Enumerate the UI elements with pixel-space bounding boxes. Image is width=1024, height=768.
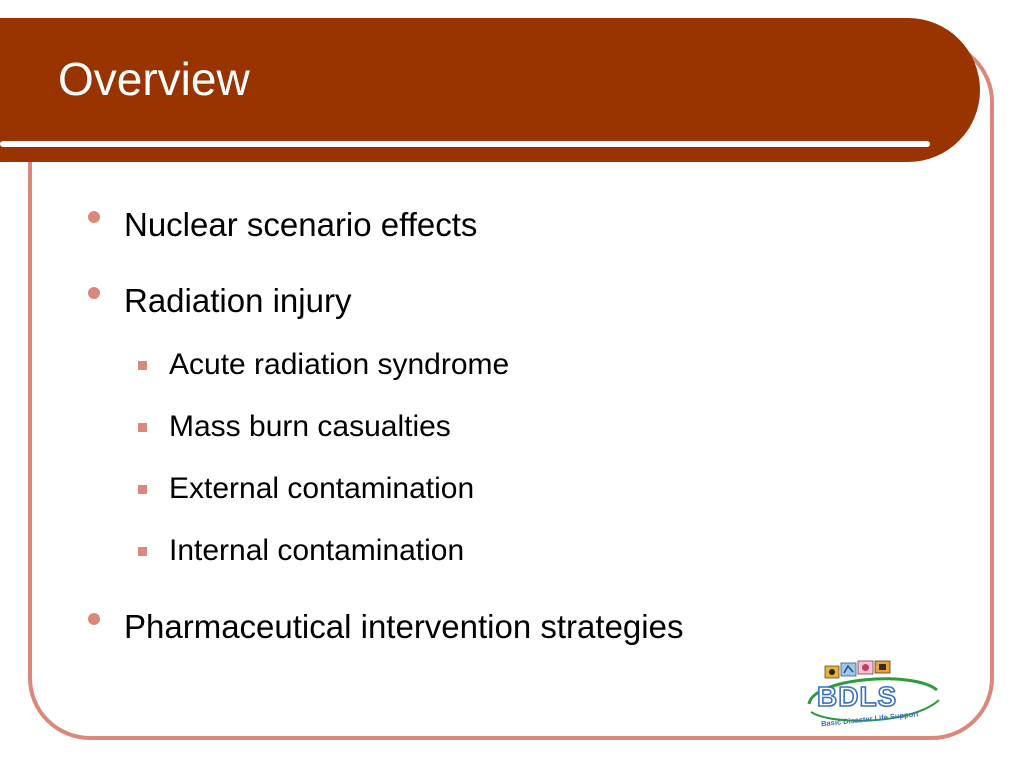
sub-bullet-text: Acute radiation syndrome [169,348,510,381]
bullet-text: Nuclear scenario effects [124,206,478,243]
square-bullet-icon [138,485,147,494]
page-title: Overview [58,53,250,105]
sub-bullet-text: External contamination [169,472,475,505]
bullet-dot-icon [88,613,100,625]
bio-icon [841,663,856,676]
sub-bullet-text: Mass burn casualties [169,410,451,443]
logo-tagline: Basic Disaster Life Support [820,709,920,729]
square-bullet-icon [138,361,147,370]
sub-bullet-item [138,472,474,507]
square-bullet-icon [138,547,147,556]
square-bullet-icon [138,423,147,432]
bullet-dot-icon [88,211,100,223]
sub-bullet-text: Internal contamination [169,534,465,567]
logo-wordmark: BDLS [817,681,898,712]
sub-bullet-item [138,410,451,445]
bullet-item [88,283,351,319]
hazard-icon [825,666,839,678]
bdls-logo-graphic [803,660,945,730]
sub-bullet-item [138,348,509,383]
bdls-logo [803,660,945,730]
bullet-text: Radiation injury [124,282,352,319]
bullet-text: Pharmaceutical intervention strategies [124,608,684,645]
chemical-icon [875,661,890,673]
bullet-item [88,207,477,243]
bullet-item [88,609,683,645]
bullet-dot-icon [88,287,100,299]
explosion-icon [858,661,873,674]
sub-bullet-item [138,534,464,569]
